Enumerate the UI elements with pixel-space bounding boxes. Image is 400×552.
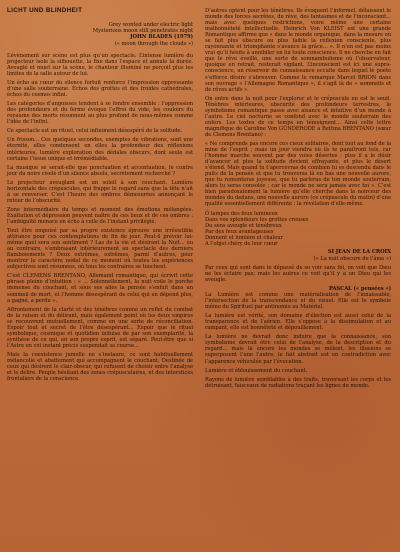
left-paragraph: L’évènement sur scène est plus qu’un spectacle. L’intense lumière du projecteur isole la silhouette, la fixe dans l’espace et annule la durée. Aveuglé et muet sur la scène, le chanteur illuminé ne perçoit plus les limites de la salle autour de lui.: [7, 52, 193, 77]
epigraph-author: JOHN BLADES (1979): [130, 34, 193, 41]
epigraph-line-2: Mysterious moon still penetrates night: [92, 28, 193, 35]
epigraph: [85, 22, 193, 47]
right-paragraph: Lumière et éblouissement du couchant.: [205, 367, 308, 374]
right-paragraph: La lumière ne devrait donc induire que la connaissance, son symbolisme devrait être celui de l’analyse, de la description et du regard... mais là encore les mondes se mêlent, les illusions se superposent l’une l’autre, le fait abstrait est en contradiction avec l’apparence véhiculée par l’évocation.: [205, 334, 391, 365]
document-title: LICHT UND BLINDHEIT: [7, 7, 83, 14]
right-paragraph: « Ne comprends pas encore ces cieux solitaires, dont tout au fond de la mine de l’esprit ; mais un jour viendra où ils te paraîtront tels, car l’homme marche souvent par des voies désertes : plus il a le désir d’avancer et plus la solitude devient effrayante, et plus le désert s’étend. Mais quand tu t’apercevras de combien tu es descendu dans le puits de la pensée et que tu trouveras là en bas une nouvelle aurore, que tu remonteras joyeuse, que tu parleras de ton monde souterrain, alors tu seras consolée ; car le monde ne sera jamais avec toi ». C’est bien paradoxalement la lumière qu’elle cherche dans la noirceur des mondes du dedans, une nouvelle aurore (ce crépuscule du matin) d’une qualité essentiellement différente : la révélation d’elle-même.: [205, 140, 391, 208]
poem-line: Donnent et lumière et chaleur: [205, 234, 283, 241]
left-paragraph: Mais la coexistence jumelle ne s’instaure, ce sont habituellement mélancolie et abattement qui accompagnent le couchant. Destinée de ceux qui désirent le clair-obscur, qui refusent de choisir entre l’analyse et le délire. Peuple hésitant des zones crépusculaires, et des interstices frontaliers de la conscience.: [7, 351, 193, 383]
poem-line: Ô lampes des feux lumineux: [205, 210, 278, 217]
left-paragraph: Un écho au cœur du silence fortuit renforce l’impression oppressante d’une salle souterraine. Échos des grottes et des froides cathédrales, échos du cosmos infini.: [7, 80, 193, 99]
epigraph-line-1: Grey wonted under electric light: [108, 22, 193, 29]
poem-line: Par des feux avantageuses: [205, 228, 274, 235]
left-paragraph: Le projecteur aveuglant est un soleil à son couchant. Lumière horizontale des crépuscules, qui frappe le regard sans que la tête n’ait à se renverser. C’est l’heure des ombres démesurées annonçant le retour de l’obscurité.: [7, 179, 193, 204]
right-paragraph: Par ceux qui sont dans le dépassé de so voir sans foi, on voit que Dieu ne les éclaire pas; mais les autres ce voit qu’il y a un Dieu qui les aveugle.: [205, 264, 391, 283]
left-paragraph: Tout être empoisé par sa propre existence éprouve une irrésistible attirance pour ces contemplations de fin de jour. Peut-il prévoir lui-même quel sera son sentiment ? Las de la vie et désirant la Nuit... ou au contraire, s’embrasant intérieurement au spectacle des derniers flamboiements ? Deux extrêmes, extrêmes, parmi d’autres, pour montrer le caractère nodal de ce moment où toutes les expériences subjectives sont résumées, où tous les contraires se touchent.: [7, 228, 193, 271]
right-paragraph: Rayons de lumière semblables à des traits, traversant les corps et les détruisant, faisceaux de radiations traçant les lignes du monde.: [205, 376, 391, 389]
left-paragraph: La musique se serait-elle que ponctuation et accentuation, le contre jour du noirs ciselé d’un silence absolu, secrètement recherché ?: [7, 164, 193, 177]
signature-saint-jean: SI JEAN DE LA CROIX: [327, 248, 391, 255]
epigraph-line-3: (« moon through the clouds »): [114, 40, 193, 47]
poem-line: Du sens aveugle et ténébreux: [205, 222, 282, 229]
left-paragraph: Un frisson... Ces quelques secondes, exemptes de vibrations, sont une éternité, elles condensent en elles la profondeur des réflexions intérieures, lumière exploration des dédales obscurs, dont seule est certaine l’issue unique et irrémédiable.: [7, 137, 193, 162]
right-paragraph: La Lumière est comme une matérialisation de l’innaissable, l’intersection de la transcendance et du visuel. Elle est le symbole même du Spirituel par antinomie au Matériel.: [205, 292, 391, 311]
signature-subtitle: (« La nuit obscure de l’âme »): [313, 255, 391, 262]
right-paragraph: D’autres optent pour les ténèbres. Ils évoquent l’informel, délaissent le monde des forces secrètes, du rêve, des fantasmes et de l’inconscient... mais avec quelques restrictions, voire même une certaine malhonnêteté intellectuelle. Heinrich Von KLEIST est une grande Romantique affirme que « dans le monde organique, dans la mesure où se fait plus obscure ou plus faible la réflexion consciente, plus rayonnante et triomphante s’avance la grâce... ». Il n’en est pas moins vrai qu’il hésite à annihiler en lui toute conscience. Il ne cherche en fait que le rêve éveillé, une sorte de somnambulisme où l’observateur, quoique en retrait, resterait vigilant. L’inconscient est ici une supra-conscience, un réservoir de connaissance occulte dans lequel le poète s’efforce désire s’abreuver. Comme le remarque Marcel BRION dans son ouvrage « l’Allemagne Romantique », il s’agit là de « sommeils et de rêves actifs ».: [205, 8, 391, 93]
poem-line: Dans vos splendeurs les grottes creuses: [205, 216, 309, 223]
right-paragraph: La lumière est vérité, son domaine d’élection est aussi celui de la transparence et de l’aérien. Elle s’oppose à la dissimulation et au rampant, elle est honnêteté et dépouillement.: [205, 313, 391, 332]
poem-block: [205, 211, 391, 247]
left-paragraph: Zone intermédiaire du temps et moment des émotions mélangées. Exaltation et dépression peuvent naître de ces lieux et de ces ombres : l’ambiguïté menace en écho à celle de l’instant privilégié.: [7, 206, 193, 225]
left-column: [7, 8, 193, 385]
left-paragraph: C’est CLEMENS BRENTANO, Allemand romantique, qui écrivit cette phrase pleine d’intuition : « ... Solennellement, la nuit voile le porche immense du couchant, et sous ses ailes la pensée s’enfuit dans un sommeil de mort, et l’homme désespérant de celui qui en dépend plus, a gagné, a perdu ».: [7, 273, 193, 304]
signature-pascal: PASCAL (« pensées »): [328, 286, 391, 293]
right-column: [205, 8, 391, 392]
poem-line: A l’objet chéry de leur cœur: [205, 240, 278, 247]
right-paragraph: On entre dans la nuit pour l’explorer et le crépuscule en est le seuil. Ténèbres intérieures, obscurité des profondeurs terrestres, le symbolisme romantique passe avec aisance et intuitive d’un monde à l’autre. Le ciel nocturne se confond avec le monde souterrain des enfers. Les textes de ce temps en témoignent... Ainsi celte lettre magnifique de Caroline Von GÜNDERODE à Bettina BRENTANO (sœur de Clemens Brentano) :: [205, 95, 391, 138]
left-paragraph: Affrontement de la clarté et des ténèbres comme un reflet du combat de la raison et du délirant, mais également point où les deux empires se recouvrent mutuellement, comme en une sorte de réconciliation. Espoir tout et secret de l’être désespérant... Espoir que le rituel symbolique, cosmique et quotidien induise de par son exemplarité, la synthèse de ce qui, en son propre esprit, est séparé. Peut-être que si l’Astre en cet instant précis suspendait sa course...: [7, 306, 193, 349]
left-paragraph: Les catégories d’angoisses tendent à se fondre ensemble : l’oppression des profondeurs et du ferme évoque l’effroi du vide, les couloirs du royaume des morts résonnent au plus profond de nous-mêmes comme l’idée de l’infini.: [7, 101, 193, 126]
left-paragraph: Ce spectacle est un rituel, celui infiniment désespéré de la solitude.: [7, 128, 183, 135]
